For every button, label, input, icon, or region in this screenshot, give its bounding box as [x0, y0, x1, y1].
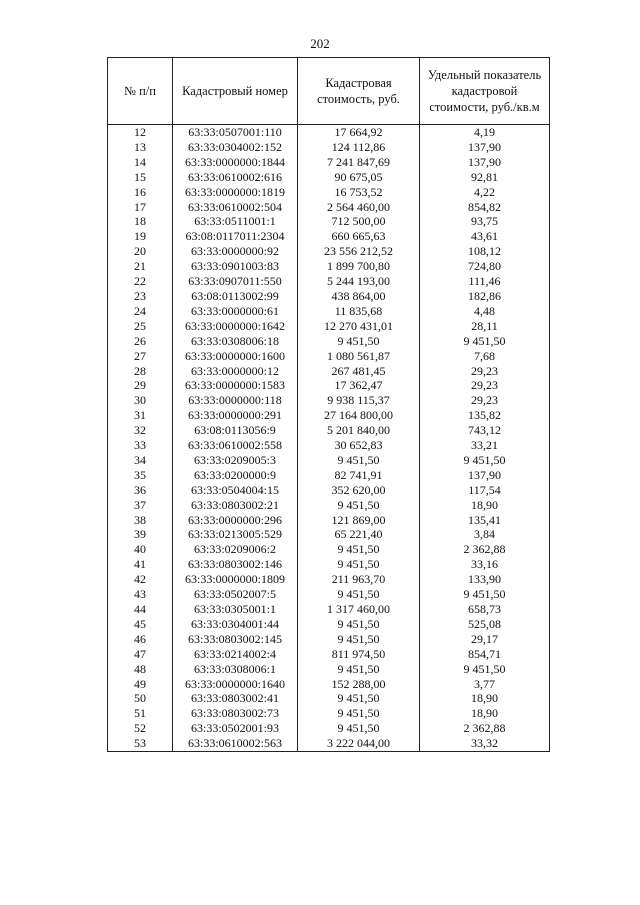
cell-row-number: 50 — [108, 691, 173, 706]
cell-cadastral-value: 9 451,50 — [298, 632, 420, 647]
cell-cadastral-number: 63:33:0304001:44 — [173, 617, 298, 632]
table-row — [108, 617, 550, 632]
table-row — [108, 334, 550, 349]
table-row — [108, 557, 550, 572]
table-row — [108, 349, 550, 364]
table-row — [108, 229, 550, 244]
cell-cadastral-number: 63:33:0000000:12 — [173, 364, 298, 379]
cell-cadastral-value: 438 864,00 — [298, 289, 420, 304]
cell-row-number: 21 — [108, 259, 173, 274]
cell-cadastral-value: 82 741,91 — [298, 468, 420, 483]
table-row — [108, 259, 550, 274]
cell-specific-value: 525,08 — [420, 617, 550, 632]
cell-cadastral-number: 63:33:0000000:1819 — [173, 185, 298, 200]
cell-cadastral-value: 2 564 460,00 — [298, 200, 420, 215]
cell-specific-value: 4,19 — [420, 125, 550, 140]
cell-row-number: 18 — [108, 214, 173, 229]
cell-row-number: 13 — [108, 140, 173, 155]
cell-specific-value: 137,90 — [420, 468, 550, 483]
cell-specific-value: 135,82 — [420, 408, 550, 423]
cell-cadastral-number: 63:33:0511001:1 — [173, 214, 298, 229]
cell-cadastral-value: 9 451,50 — [298, 453, 420, 468]
table-row — [108, 498, 550, 513]
cell-cadastral-number: 63:33:0803002:146 — [173, 557, 298, 572]
cell-cadastral-value: 30 652,83 — [298, 438, 420, 453]
cell-cadastral-number: 63:33:0000000:118 — [173, 393, 298, 408]
cell-row-number: 31 — [108, 408, 173, 423]
cell-specific-value: 3,77 — [420, 677, 550, 692]
cell-cadastral-value: 9 451,50 — [298, 691, 420, 706]
table-row — [108, 587, 550, 602]
cell-specific-value: 133,90 — [420, 572, 550, 587]
cell-cadastral-value: 9 451,50 — [298, 557, 420, 572]
cell-cadastral-number: 63:08:0113002:99 — [173, 289, 298, 304]
cell-cadastral-number: 63:33:0209006:2 — [173, 542, 298, 557]
table-row — [108, 468, 550, 483]
header-cadastral-number: Кадастровый номер — [173, 58, 298, 125]
cell-cadastral-number: 63:33:0200000:9 — [173, 468, 298, 483]
table-row — [108, 140, 550, 155]
cell-specific-value: 854,82 — [420, 200, 550, 215]
cell-cadastral-number: 63:33:0901003:83 — [173, 259, 298, 274]
table-row — [108, 602, 550, 617]
cell-row-number: 34 — [108, 453, 173, 468]
cell-cadastral-number: 63:33:0308006:1 — [173, 662, 298, 677]
cell-row-number: 15 — [108, 170, 173, 185]
cell-specific-value: 33,16 — [420, 557, 550, 572]
table-row — [108, 453, 550, 468]
cell-specific-value: 18,90 — [420, 691, 550, 706]
cell-row-number: 24 — [108, 304, 173, 319]
table-row — [108, 125, 550, 140]
cell-row-number: 43 — [108, 587, 173, 602]
cell-row-number: 45 — [108, 617, 173, 632]
cell-row-number: 42 — [108, 572, 173, 587]
cell-cadastral-value: 121 869,00 — [298, 513, 420, 528]
cell-cadastral-number: 63:33:0000000:1600 — [173, 349, 298, 364]
cell-cadastral-value: 124 112,86 — [298, 140, 420, 155]
cell-specific-value: 724,80 — [420, 259, 550, 274]
cell-row-number: 49 — [108, 677, 173, 692]
cell-cadastral-value: 9 451,50 — [298, 617, 420, 632]
cell-cadastral-number: 63:33:0213005:529 — [173, 527, 298, 542]
table-row — [108, 393, 550, 408]
cell-specific-value: 4,22 — [420, 185, 550, 200]
table-row — [108, 677, 550, 692]
cell-row-number: 27 — [108, 349, 173, 364]
cell-row-number: 26 — [108, 334, 173, 349]
cell-row-number: 38 — [108, 513, 173, 528]
table-row — [108, 244, 550, 259]
cell-specific-value: 18,90 — [420, 706, 550, 721]
cell-cadastral-value: 65 221,40 — [298, 527, 420, 542]
table-row — [108, 513, 550, 528]
cell-cadastral-value: 12 270 431,01 — [298, 319, 420, 334]
cell-cadastral-value: 17 664,92 — [298, 125, 420, 140]
cell-cadastral-value: 1 317 460,00 — [298, 602, 420, 617]
cell-specific-value: 854,71 — [420, 647, 550, 662]
cell-cadastral-number: 63:33:0502007:5 — [173, 587, 298, 602]
table-header-row — [108, 58, 550, 125]
cell-specific-value: 137,90 — [420, 155, 550, 170]
cell-cadastral-number: 63:33:0000000:61 — [173, 304, 298, 319]
table-body — [108, 125, 550, 752]
cell-row-number: 20 — [108, 244, 173, 259]
cell-specific-value: 111,46 — [420, 274, 550, 289]
cell-row-number: 30 — [108, 393, 173, 408]
cell-cadastral-number: 63:33:0504004:15 — [173, 483, 298, 498]
cell-specific-value: 108,12 — [420, 244, 550, 259]
cell-specific-value: 33,32 — [420, 736, 550, 751]
cell-specific-value: 29,17 — [420, 632, 550, 647]
cell-row-number: 37 — [108, 498, 173, 513]
cell-cadastral-value: 9 451,50 — [298, 662, 420, 677]
header-specific-value: Удельный показатель кадастровой стоимости, руб./кв.м — [420, 58, 550, 125]
table-row — [108, 706, 550, 721]
cell-cadastral-number: 63:33:0502001:93 — [173, 721, 298, 736]
table-row — [108, 364, 550, 379]
cell-cadastral-value: 5 201 840,00 — [298, 423, 420, 438]
cell-row-number: 40 — [108, 542, 173, 557]
cell-row-number: 19 — [108, 229, 173, 244]
cell-cadastral-number: 63:33:0907011:550 — [173, 274, 298, 289]
cell-cadastral-number: 63:33:0000000:291 — [173, 408, 298, 423]
cell-cadastral-number: 63:33:0304002:152 — [173, 140, 298, 155]
table-row — [108, 423, 550, 438]
cell-cadastral-value: 712 500,00 — [298, 214, 420, 229]
table-row — [108, 274, 550, 289]
cell-cadastral-number: 63:33:0000000:1844 — [173, 155, 298, 170]
table-row — [108, 170, 550, 185]
cell-specific-value: 18,90 — [420, 498, 550, 513]
cell-specific-value: 2 362,88 — [420, 721, 550, 736]
cadastral-value-table — [107, 57, 550, 752]
cell-row-number: 29 — [108, 378, 173, 393]
cell-row-number: 33 — [108, 438, 173, 453]
cell-cadastral-number: 63:33:0803002:21 — [173, 498, 298, 513]
cell-specific-value: 29,23 — [420, 378, 550, 393]
cell-cadastral-value: 352 620,00 — [298, 483, 420, 498]
cell-row-number: 14 — [108, 155, 173, 170]
cell-specific-value: 29,23 — [420, 393, 550, 408]
cell-row-number: 36 — [108, 483, 173, 498]
cell-cadastral-value: 3 222 044,00 — [298, 736, 420, 751]
cell-row-number: 16 — [108, 185, 173, 200]
cell-row-number: 41 — [108, 557, 173, 572]
cell-cadastral-number: 63:33:0610002:504 — [173, 200, 298, 215]
cell-cadastral-value: 211 963,70 — [298, 572, 420, 587]
table-row — [108, 736, 550, 751]
cell-cadastral-number: 63:33:0803002:145 — [173, 632, 298, 647]
cell-cadastral-number: 63:33:0803002:73 — [173, 706, 298, 721]
cell-cadastral-value: 9 451,50 — [298, 587, 420, 602]
table-row — [108, 408, 550, 423]
cell-row-number: 44 — [108, 602, 173, 617]
cell-cadastral-value: 9 451,50 — [298, 721, 420, 736]
cell-cadastral-value: 1 899 700,80 — [298, 259, 420, 274]
cell-cadastral-number: 63:33:0803002:41 — [173, 691, 298, 706]
cell-cadastral-value: 23 556 212,52 — [298, 244, 420, 259]
cell-cadastral-value: 1 080 561,87 — [298, 349, 420, 364]
cell-row-number: 46 — [108, 632, 173, 647]
cell-cadastral-number: 63:33:0000000:1583 — [173, 378, 298, 393]
cell-cadastral-value: 811 974,50 — [298, 647, 420, 662]
cell-cadastral-number: 63:08:0113056:9 — [173, 423, 298, 438]
table-row — [108, 647, 550, 662]
cell-specific-value: 33,21 — [420, 438, 550, 453]
table-row — [108, 527, 550, 542]
cell-cadastral-value: 90 675,05 — [298, 170, 420, 185]
cell-row-number: 52 — [108, 721, 173, 736]
cell-specific-value: 4,48 — [420, 304, 550, 319]
cell-cadastral-number: 63:33:0305001:1 — [173, 602, 298, 617]
cell-row-number: 51 — [108, 706, 173, 721]
cell-specific-value: 28,11 — [420, 319, 550, 334]
cell-cadastral-value: 267 481,45 — [298, 364, 420, 379]
cell-cadastral-value: 11 835,68 — [298, 304, 420, 319]
table-row — [108, 304, 550, 319]
cell-row-number: 39 — [108, 527, 173, 542]
cell-row-number: 22 — [108, 274, 173, 289]
table-row — [108, 483, 550, 498]
cell-cadastral-value: 9 938 115,37 — [298, 393, 420, 408]
cell-cadastral-value: 5 244 193,00 — [298, 274, 420, 289]
table-row — [108, 542, 550, 557]
table-row — [108, 155, 550, 170]
cell-cadastral-number: 63:33:0000000:92 — [173, 244, 298, 259]
cell-cadastral-value: 16 753,52 — [298, 185, 420, 200]
cell-row-number: 28 — [108, 364, 173, 379]
table-row — [108, 185, 550, 200]
cell-specific-value: 182,86 — [420, 289, 550, 304]
cell-specific-value: 2 362,88 — [420, 542, 550, 557]
cell-specific-value: 9 451,50 — [420, 587, 550, 602]
cell-specific-value: 135,41 — [420, 513, 550, 528]
cell-row-number: 32 — [108, 423, 173, 438]
table-row — [108, 438, 550, 453]
cell-cadastral-value: 7 241 847,69 — [298, 155, 420, 170]
cell-cadastral-number: 63:33:0209005:3 — [173, 453, 298, 468]
table-row — [108, 632, 550, 647]
header-cadastral-value: Кадастровая стоимость, руб. — [298, 58, 420, 125]
cell-cadastral-number: 63:33:0000000:1809 — [173, 572, 298, 587]
cell-cadastral-value: 9 451,50 — [298, 706, 420, 721]
table-row — [108, 289, 550, 304]
cell-cadastral-number: 63:33:0214002:4 — [173, 647, 298, 662]
cell-row-number: 25 — [108, 319, 173, 334]
cell-specific-value: 92,81 — [420, 170, 550, 185]
cell-cadastral-number: 63:33:0000000:296 — [173, 513, 298, 528]
cell-cadastral-number: 63:33:0610002:563 — [173, 736, 298, 751]
table-row — [108, 721, 550, 736]
cell-row-number: 17 — [108, 200, 173, 215]
cell-specific-value: 29,23 — [420, 364, 550, 379]
cell-row-number: 53 — [108, 736, 173, 751]
cell-specific-value: 3,84 — [420, 527, 550, 542]
cell-cadastral-number: 63:33:0000000:1640 — [173, 677, 298, 692]
cell-cadastral-value: 152 288,00 — [298, 677, 420, 692]
cell-cadastral-number: 63:33:0610002:558 — [173, 438, 298, 453]
cell-specific-value: 93,75 — [420, 214, 550, 229]
cell-row-number: 47 — [108, 647, 173, 662]
cell-specific-value: 9 451,50 — [420, 453, 550, 468]
table-row — [108, 691, 550, 706]
cell-cadastral-value: 9 451,50 — [298, 498, 420, 513]
cell-cadastral-number: 63:33:0308006:18 — [173, 334, 298, 349]
cell-row-number: 35 — [108, 468, 173, 483]
cell-cadastral-value: 17 362,47 — [298, 378, 420, 393]
cell-specific-value: 658,73 — [420, 602, 550, 617]
cell-cadastral-value: 27 164 800,00 — [298, 408, 420, 423]
cell-cadastral-value: 660 665,63 — [298, 229, 420, 244]
cell-specific-value: 43,61 — [420, 229, 550, 244]
table-row — [108, 200, 550, 215]
cell-cadastral-value: 9 451,50 — [298, 334, 420, 349]
cell-row-number: 23 — [108, 289, 173, 304]
cell-specific-value: 7,68 — [420, 349, 550, 364]
cell-cadastral-number: 63:08:0117011:2304 — [173, 229, 298, 244]
table-row — [108, 572, 550, 587]
table-row — [108, 319, 550, 334]
cell-row-number: 48 — [108, 662, 173, 677]
table-row — [108, 662, 550, 677]
table-row — [108, 214, 550, 229]
cell-cadastral-number: 63:33:0000000:1642 — [173, 319, 298, 334]
header-row-number: № п/п — [108, 58, 173, 125]
cell-cadastral-number: 63:33:0507001:110 — [173, 125, 298, 140]
table-row — [108, 378, 550, 393]
cell-cadastral-value: 9 451,50 — [298, 542, 420, 557]
cell-specific-value: 137,90 — [420, 140, 550, 155]
cell-specific-value: 117,54 — [420, 483, 550, 498]
cell-row-number: 12 — [108, 125, 173, 140]
cell-specific-value: 9 451,50 — [420, 662, 550, 677]
page-number: 202 — [310, 36, 330, 51]
cell-specific-value: 743,12 — [420, 423, 550, 438]
cell-cadastral-number: 63:33:0610002:616 — [173, 170, 298, 185]
cell-specific-value: 9 451,50 — [420, 334, 550, 349]
